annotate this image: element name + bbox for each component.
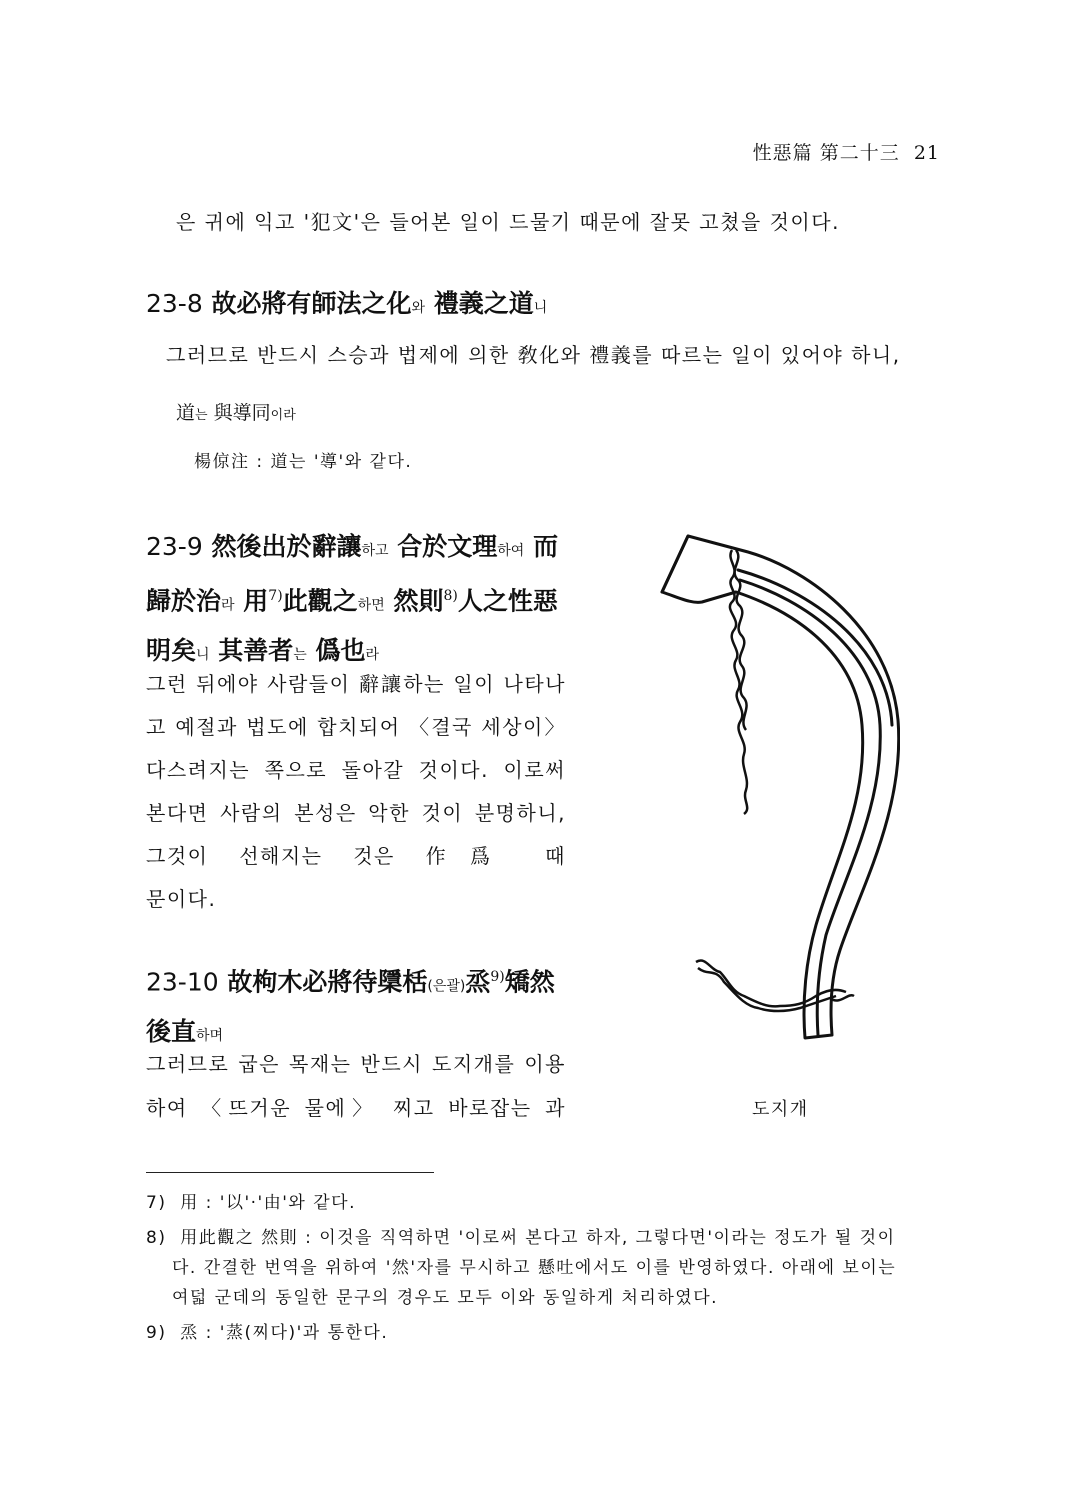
footnote-divider — [146, 1172, 434, 1173]
footnote-ref-9[interactable]: 9) — [490, 969, 505, 985]
running-title: 性惡篇 第二十三 — [752, 142, 900, 164]
section-23-9-translation: 그런 뒤에야 사람들이 辭讓하는 일이 나타나고 예절과 법도에 합치되어 〈결국 세상이〉 다스려지는 쪽으로 돌아갈 것이다. 이로써 본다면 사람의 본성은 악한 것이 분명하니, 그것이 선해지는 것은 作爲 때 문이다. — [146, 672, 566, 911]
footnote-7: 7) 用 : '以'·'由'와 같다. — [146, 1193, 356, 1213]
section-23-8-commentary: 道는 與導同이라 — [176, 402, 296, 424]
footnote-ref-8[interactable]: 8) — [443, 588, 458, 604]
section-23-8-translation: 그러므로 반드시 스승과 법제에 의한 敎化와 禮義를 따르는 일이 있어야 하니, — [166, 343, 901, 367]
footnote-ref-7[interactable]: 7) — [268, 588, 283, 604]
continuation-paragraph: 은 귀에 익고 '犯文'은 들어본 일이 드물기 때문에 잘못 고쳤을 것이다. — [176, 210, 840, 234]
running-header — [753, 138, 940, 165]
footnote-9: 9) 烝 : '蒸(찌다)'과 통한다. — [146, 1323, 389, 1343]
section-23-10-translation: 그러므로 굽은 목재는 반드시 도지개를 이용하여 〈뜨거운 물에〉 찌고 바로잡는 과 — [146, 1052, 566, 1120]
section-23-9-heading: 23-9 然後出於辭讓하고 合於文理하여 而歸於治라 用$^{7)}$此觀之하면 然則$^{8)}$人之性惡明矣니 其善者는 僞也라 — [146, 532, 559, 666]
page-number: 21 — [913, 142, 940, 164]
dojigae-illustration — [640, 530, 900, 1060]
section-23-8-commentary-translation: 楊倞注 : 道는 '導'와 같다. — [194, 452, 413, 472]
footnote-8: 8) 用此觀之 然則 : 이것을 직역하면 '이로써 본다고 하자, 그렇다면'이라는 정도가 될 것이 다. 간결한 번역을 위하여 '然'자를 무시하고 懸吐에서도 이를 반영하였다. 아래에 보이는 여덟 군데의 동일한 문구의 경우도 모두 이와 동일하게 처리하였다. — [146, 1228, 897, 1308]
section-23-10-heading: 23-10 故枸木必將待檃栝(은괄)烝$^{9)}$矯然後直하며 — [146, 967, 555, 1047]
section-23-8-heading: 23-8 故必將有師法之化와 禮義之道니 — [146, 289, 548, 318]
figure-caption: 도지개 — [752, 1099, 809, 1120]
